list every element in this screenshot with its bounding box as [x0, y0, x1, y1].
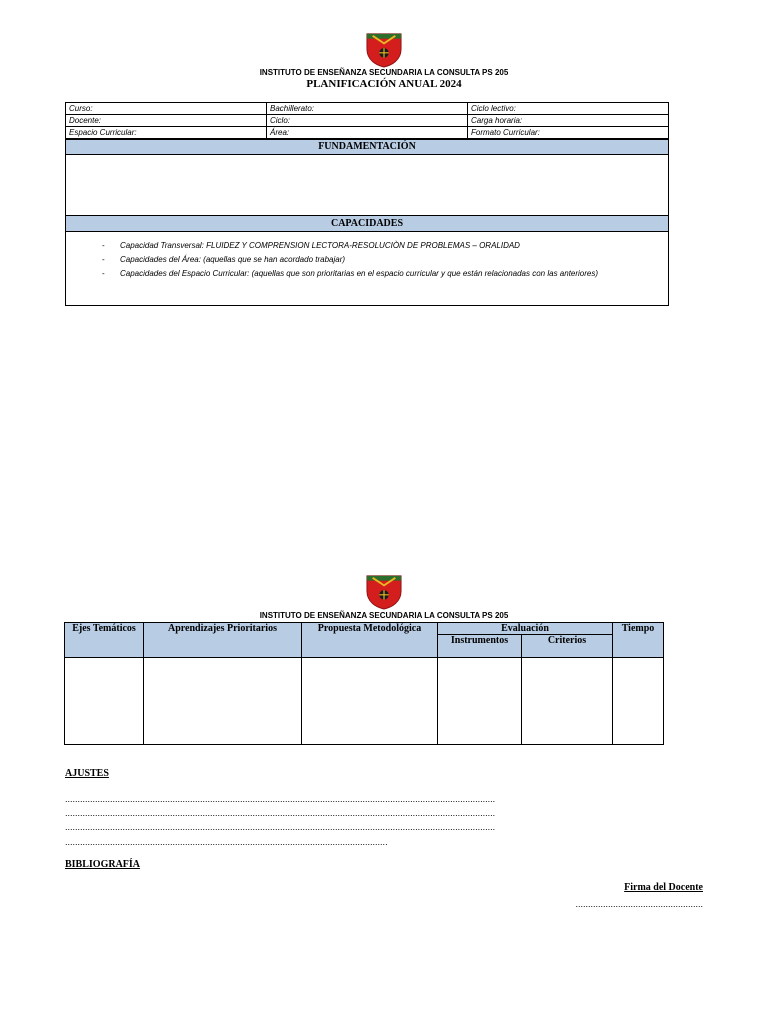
capacidades-area — [65, 231, 669, 306]
planning-table — [64, 622, 664, 745]
ajustes-line: ............................................................................................................................................................................ — [65, 808, 496, 818]
table-cell — [65, 658, 144, 745]
instrumentos-header: Instrumentos — [438, 635, 522, 658]
table-cell — [144, 658, 302, 745]
ciclo-field: Ciclo: — [267, 115, 468, 127]
carga-horaria-field: Carga horaria: — [468, 115, 669, 127]
tiempo-header: Tiempo — [613, 623, 664, 658]
table-cell — [438, 658, 522, 745]
bullet-dash: - — [102, 241, 105, 250]
list-item — [84, 267, 628, 281]
espacio-curricular-field: Espacio Curricular: — [66, 127, 267, 139]
list-item-text: Capacidades del Área: (aquellas que se han acordado trabajar) — [120, 255, 346, 264]
ajustes-heading: AJUSTES — [65, 768, 109, 779]
table-row — [66, 103, 669, 115]
ajustes-line: ............................................................................................................................................................................ — [65, 794, 496, 804]
docente-field: Docente: — [66, 115, 267, 127]
area-field: Área: — [267, 127, 468, 139]
institute-name: INSTITUTO DE ENSEÑANZA SECUNDARIA LA CONSULTA PS 205 — [259, 68, 509, 77]
table-cell — [302, 658, 438, 745]
formato-curricular-field: Formato Curricular: — [468, 127, 669, 139]
table-row — [65, 658, 664, 745]
school-crest-logo — [365, 32, 403, 68]
criterios-header: Criterios — [522, 635, 613, 658]
capacidades-header: CAPACIDADES — [65, 215, 669, 232]
table-cell — [522, 658, 613, 745]
firma-label: Firma del Docente — [624, 882, 703, 893]
curso-field: Curso: — [66, 103, 267, 115]
bachillerato-field: Bachillerato: — [267, 103, 468, 115]
fundamentacion-area — [65, 154, 669, 216]
institute-name: INSTITUTO DE ENSEÑANZA SECUNDARIA LA CONSULTA PS 205 — [259, 611, 509, 620]
bullet-dash: - — [102, 255, 105, 264]
list-item-text: Capacidad Transversal: FLUIDEZ Y COMPRENSION LECTORA-RESOLUCIÒN DE PROBLEMAS – ORALIDAD — [120, 241, 520, 250]
ciclo-lectivo-field: Ciclo lectivo: — [468, 103, 669, 115]
table-cell — [613, 658, 664, 745]
bullet-dash: - — [102, 269, 105, 278]
ejes-header: Ejes Temáticos — [65, 623, 144, 658]
ajustes-line: ................................................................................................................................. — [65, 837, 388, 847]
aprendizajes-header: Aprendizajes Prioritarios — [144, 623, 302, 658]
school-crest-logo — [365, 574, 403, 610]
ajustes-line: ............................................................................................................................................................................ — [65, 822, 496, 832]
list-item — [84, 239, 628, 253]
table-row — [66, 115, 669, 127]
capacidades-list — [66, 232, 668, 281]
evaluacion-header: Evaluación — [438, 623, 613, 635]
table-row — [66, 127, 669, 139]
list-item — [84, 253, 628, 267]
list-item-text: Capacidades del Espacio Curricular: (aquellas que son prioritarias en el espacio curricular y que están relacionadas con las anteriores) — [120, 269, 599, 278]
course-info-table — [65, 102, 669, 139]
page-title: PLANIFICACIÓN ANUAL 2024 — [306, 78, 462, 90]
fundamentacion-header: FUNDAMENTACIÓN — [65, 139, 669, 155]
propuesta-header: Propuesta Metodológica — [302, 623, 438, 658]
table-header-row — [65, 623, 664, 635]
firma-line: ................................................... — [575, 899, 703, 909]
bibliografia-heading: BIBLIOGRAFÍA — [65, 859, 141, 870]
